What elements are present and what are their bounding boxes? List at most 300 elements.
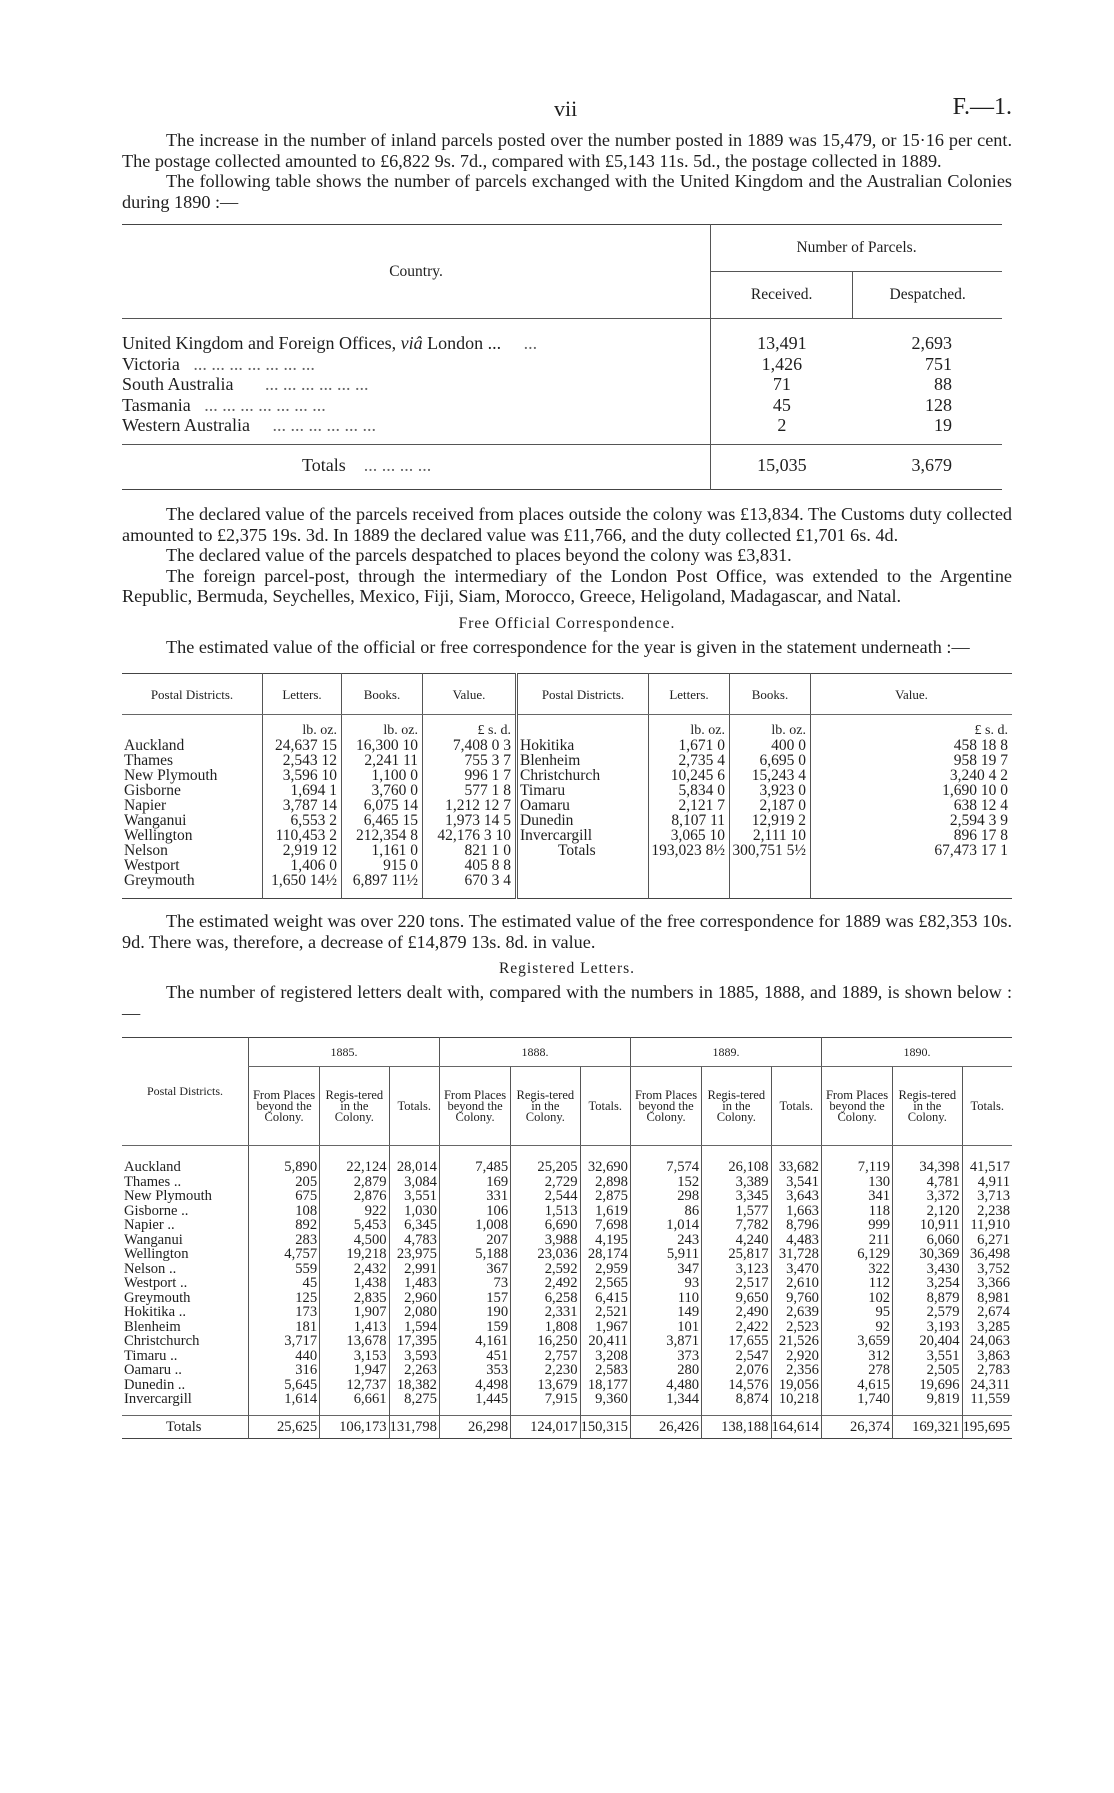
rl-cell: 2,583 <box>580 1363 630 1378</box>
fc-district: Nelson <box>124 842 168 859</box>
rl-cell: 2,920 <box>771 1349 821 1364</box>
rl-cell: 347 <box>630 1262 701 1277</box>
fc-value: 1,212 12 7 <box>423 798 517 813</box>
rl-subheader-totals: Totals. <box>389 1067 439 1146</box>
rl-cell: 159 <box>439 1320 510 1335</box>
fc-district: Invercargill <box>517 828 649 843</box>
fc-books: 2,241 11 <box>342 753 423 768</box>
rl-district: Oamaru .. <box>124 1362 182 1378</box>
rl-cell: 9,360 <box>580 1392 630 1407</box>
rl-cell: 211 <box>821 1233 892 1248</box>
rl-row <box>122 1204 1012 1219</box>
rl-cell: 1,008 <box>439 1218 510 1233</box>
paragraph-estimated-weight: The estimated weight was over 220 tons. The estimated value of the free correspondence for 1889 was £82,353 10s. 9d. There was, therefore, a decrease of £14,879 13s. 8d. in value. <box>122 911 1012 952</box>
fc-header-district-2: Postal Districts. <box>517 674 649 715</box>
fc-letters: 1,406 0 <box>263 858 342 873</box>
rl-cell: 4,480 <box>630 1378 701 1393</box>
rl-cell: 316 <box>249 1363 320 1378</box>
fc-value: 42,176 3 10 <box>423 828 517 843</box>
rl-row <box>122 1276 1012 1291</box>
section-title-registered: Registered Letters. <box>498 960 636 977</box>
fc-letters: 2,121 7 <box>649 798 730 813</box>
fc-letters: 1,694 1 <box>263 783 342 798</box>
rl-cell: 4,195 <box>580 1233 630 1248</box>
rl-row <box>122 1305 1012 1320</box>
rl-cell: 73 <box>439 1276 510 1291</box>
rl-cell: 22,124 <box>320 1160 389 1175</box>
document-code: F.—1. <box>952 94 1012 120</box>
rl-totals-cell: 138,188 <box>702 1415 771 1439</box>
fc-empty <box>517 858 649 873</box>
rl-cell: 3,717 <box>249 1334 320 1349</box>
document-page <box>122 90 1012 1439</box>
fc-letters: 3,065 10 <box>649 828 730 843</box>
rl-cell: 2,544 <box>511 1189 580 1204</box>
rl-cell: 3,551 <box>389 1189 439 1204</box>
parcels-row: Victoria ... ... ... ... ... ... ... 1,426 751 <box>122 353 952 374</box>
fc-letters: 5,834 0 <box>649 783 730 798</box>
fc-value: 821 1 0 <box>423 843 517 858</box>
rl-cell: 28,174 <box>580 1247 630 1262</box>
rl-cell: 373 <box>630 1349 701 1364</box>
paragraph-registered-intro: The number of registered letters dealt with, compared with the numbers in 1885, 1888, and 1889, is shown below :— <box>122 982 1012 1023</box>
rl-cell: 19,218 <box>320 1247 389 1262</box>
fc-empty <box>730 858 811 873</box>
fc-totals-books: 300,751 5½ <box>730 843 811 858</box>
rl-cell: 280 <box>630 1363 701 1378</box>
rl-subheader-from: From Places beyond the Colony. <box>249 1067 320 1146</box>
rl-cell: 21,526 <box>771 1334 821 1349</box>
parcels-totals-row: Totals ... ... ... ... 15,035 3,679 <box>122 444 1002 490</box>
rl-cell: 341 <box>821 1189 892 1204</box>
fc-totals-letters: 193,023 8½ <box>649 843 730 858</box>
rl-cell: 157 <box>439 1291 510 1306</box>
rl-cell: 181 <box>249 1320 320 1335</box>
fc-district: Thames <box>124 752 174 769</box>
rl-cell: 1,619 <box>580 1204 630 1219</box>
rl-cell: 1,614 <box>249 1392 320 1407</box>
rl-cell: 6,690 <box>511 1218 580 1233</box>
rl-cell: 8,874 <box>702 1392 771 1407</box>
rl-cell: 3,593 <box>389 1349 439 1364</box>
paragraph-foreign-parcel-post: The foreign parcel-post, through the intermediary of the London Post Office, was extended to the Argentine Republic, Bermuda, Seychelles, Mexico, Fiji, Siam, Morocco, Greece, Heligoland, Madagascar, and Natal. <box>122 565 1012 606</box>
rl-cell: 9,760 <box>771 1291 821 1306</box>
rl-cell: 243 <box>630 1233 701 1248</box>
rl-cell: 1,030 <box>389 1204 439 1219</box>
rl-cell: 12,737 <box>320 1378 389 1393</box>
rl-cell: 4,498 <box>439 1378 510 1393</box>
fc-empty <box>649 858 730 873</box>
fc-district: Blenheim <box>517 753 649 768</box>
rl-cell: 3,345 <box>702 1189 771 1204</box>
rl-cell: 2,356 <box>771 1363 821 1378</box>
rl-cell: 95 <box>821 1305 892 1320</box>
fc-district: Timaru <box>517 783 649 798</box>
rl-cell: 3,988 <box>511 1233 580 1248</box>
rl-cell: 101 <box>630 1320 701 1335</box>
rl-row <box>122 1262 1012 1277</box>
paragraph-free-intro: The estimated value of the official or free correspondence for the year is given in the statement underneath :— <box>166 636 970 657</box>
country-header: Country. <box>122 225 711 319</box>
paragraph-parcels-intro: The following table shows the number of parcels exchanged with the United Kingdom and the Australian Colonies during 1890 :— <box>122 171 1012 212</box>
rl-cell: 2,517 <box>702 1276 771 1291</box>
rl-district: New Plymouth <box>124 1188 212 1204</box>
rl-cell: 2,729 <box>511 1175 580 1190</box>
rl-cell: 130 <box>821 1175 892 1190</box>
rl-district: Greymouth <box>124 1289 191 1306</box>
fc-row <box>122 828 1012 843</box>
page-number: vii <box>554 96 578 121</box>
rl-cell: 2,523 <box>771 1320 821 1335</box>
rl-subheader-regd: Regis-tered in the Colony. <box>320 1067 389 1146</box>
rl-cell: 2,592 <box>511 1262 580 1277</box>
rl-row <box>122 1218 1012 1233</box>
rl-cell: 17,395 <box>389 1334 439 1349</box>
fc-value: 7,408 0 3 <box>423 738 517 753</box>
fc-letters: 24,637 15 <box>263 738 342 753</box>
rl-row <box>122 1233 1012 1248</box>
rl-cell: 7,915 <box>511 1392 580 1407</box>
rl-cell: 1,907 <box>320 1305 389 1320</box>
rl-cell: 4,783 <box>389 1233 439 1248</box>
rl-cell: 6,415 <box>580 1291 630 1306</box>
rl-cell: 283 <box>249 1233 320 1248</box>
rl-cell: 3,713 <box>962 1189 1012 1204</box>
fc-value: 3,240 4 2 <box>811 768 1013 783</box>
rl-cell: 3,372 <box>893 1189 962 1204</box>
rl-cell: 3,659 <box>821 1334 892 1349</box>
fc-district: Hokitika <box>517 738 649 753</box>
rl-district: Dunedin .. <box>124 1376 186 1393</box>
fc-letters: 2,543 12 <box>263 753 342 768</box>
rl-cell: 2,674 <box>962 1305 1012 1320</box>
rl-cell: 2,120 <box>893 1204 962 1219</box>
rl-cell: 1,947 <box>320 1363 389 1378</box>
rl-cell: 3,541 <box>771 1175 821 1190</box>
rl-cell: 25,205 <box>511 1160 580 1175</box>
fc-district: Christchurch <box>517 768 649 783</box>
rl-cell: 1,740 <box>821 1392 892 1407</box>
rl-cell: 19,056 <box>771 1378 821 1393</box>
rl-cell: 2,505 <box>893 1363 962 1378</box>
rl-cell: 2,547 <box>702 1349 771 1364</box>
fc-value: 1,973 14 5 <box>423 813 517 828</box>
fc-letters: 10,245 6 <box>649 768 730 783</box>
fc-row <box>122 858 1012 873</box>
fc-letters: 110,453 2 <box>263 828 342 843</box>
rl-cell: 451 <box>439 1349 510 1364</box>
fc-district: Gisborne <box>124 782 181 799</box>
rl-cell: 26,108 <box>702 1160 771 1175</box>
registered-letters-table <box>122 1037 1012 1439</box>
fc-books: 2,111 10 <box>730 828 811 843</box>
rl-subheader-totals: Totals. <box>771 1067 821 1146</box>
rl-cell: 2,565 <box>580 1276 630 1291</box>
despatched-header: Despatched. <box>853 272 1002 319</box>
rl-cell: 10,911 <box>893 1218 962 1233</box>
fc-header-value: Value. <box>423 674 517 715</box>
rl-cell: 19,696 <box>893 1378 962 1393</box>
rl-cell: 1,594 <box>389 1320 439 1335</box>
rl-cell: 16,250 <box>511 1334 580 1349</box>
rl-cell: 353 <box>439 1363 510 1378</box>
rl-cell: 6,129 <box>821 1247 892 1262</box>
rl-cell: 45 <box>249 1276 320 1291</box>
rl-cell: 207 <box>439 1233 510 1248</box>
rl-row <box>122 1363 1012 1378</box>
fc-value: 1,690 10 0 <box>811 783 1013 798</box>
rl-row <box>122 1334 1012 1349</box>
rl-cell: 312 <box>821 1349 892 1364</box>
rl-cell: 3,123 <box>702 1262 771 1277</box>
rl-cell: 18,382 <box>389 1378 439 1393</box>
fc-books: 6,465 15 <box>342 813 423 828</box>
rl-cell: 3,389 <box>702 1175 771 1190</box>
rl-district: Invercargill <box>124 1391 192 1407</box>
rl-cell: 4,911 <box>962 1175 1012 1190</box>
rl-cell: 106 <box>439 1204 510 1219</box>
rl-cell: 3,254 <box>893 1276 962 1291</box>
fc-value: 996 1 7 <box>423 768 517 783</box>
fc-row <box>122 768 1012 783</box>
fc-books: 6,897 11½ <box>342 873 423 888</box>
rl-totals-cell: 131,798 <box>389 1415 439 1439</box>
rl-cell: 8,879 <box>893 1291 962 1306</box>
rl-cell: 3,366 <box>962 1276 1012 1291</box>
rl-cell: 2,080 <box>389 1305 439 1320</box>
rl-cell: 11,559 <box>962 1392 1012 1407</box>
rl-row <box>122 1189 1012 1204</box>
rl-cell: 3,208 <box>580 1349 630 1364</box>
rl-district: Thames .. <box>124 1173 182 1190</box>
rl-cell: 1,014 <box>630 1218 701 1233</box>
rl-row <box>122 1392 1012 1407</box>
rl-cell: 4,615 <box>821 1378 892 1393</box>
fc-district: New Plymouth <box>124 767 218 784</box>
rl-cell: 20,411 <box>580 1334 630 1349</box>
fc-district: Wanganui <box>124 812 187 829</box>
rl-cell: 8,981 <box>962 1291 1012 1306</box>
rl-cell: 13,679 <box>511 1378 580 1393</box>
rl-header-district: Postal Districts. <box>122 1038 249 1146</box>
fc-letters: 2,919 12 <box>263 843 342 858</box>
rl-cell: 17,655 <box>702 1334 771 1349</box>
rl-cell: 6,060 <box>893 1233 962 1248</box>
rl-row <box>122 1320 1012 1335</box>
rl-cell: 6,271 <box>962 1233 1012 1248</box>
section-title-free-official: Free Official Correspondence. <box>458 614 676 632</box>
rl-district: Hokitika .. <box>124 1304 187 1320</box>
rl-subheader-from: From Places beyond the Colony. <box>439 1067 510 1146</box>
rl-cell: 2,898 <box>580 1175 630 1190</box>
rl-subheader-regd: Regis-tered in the Colony. <box>893 1067 962 1146</box>
rl-cell: 2,757 <box>511 1349 580 1364</box>
rl-totals-cell: 150,315 <box>580 1415 630 1439</box>
rl-totals-cell: 26,374 <box>821 1415 892 1439</box>
fc-value: 577 1 8 <box>423 783 517 798</box>
rl-cell: 5,645 <box>249 1378 320 1393</box>
rl-cell: 2,432 <box>320 1262 389 1277</box>
paragraph-declared-value: The declared value of the parcels received from places outside the colony was £13,834. The Customs duty collected amounted to £2,375 19s. 3d. In 1889 the declared value was £11,766, and the duty collected £1,701 6s. 4d. <box>122 504 1012 545</box>
fc-value: 755 3 7 <box>423 753 517 768</box>
rl-cell: 3,084 <box>389 1175 439 1190</box>
rl-cell: 3,153 <box>320 1349 389 1364</box>
fc-books: 1,161 0 <box>342 843 423 858</box>
rl-cell: 149 <box>630 1305 701 1320</box>
rl-row <box>122 1378 1012 1393</box>
fc-books: 12,919 2 <box>730 813 811 828</box>
rl-cell: 23,036 <box>511 1247 580 1262</box>
fc-books: 1,100 0 <box>342 768 423 783</box>
fc-row <box>122 738 1012 753</box>
rl-cell: 2,875 <box>580 1189 630 1204</box>
rl-district: Auckland <box>124 1159 181 1175</box>
rl-cell: 2,230 <box>511 1363 580 1378</box>
rl-row <box>122 1291 1012 1306</box>
fc-letters: 3,596 10 <box>263 768 342 783</box>
rl-cell: 4,500 <box>320 1233 389 1248</box>
rl-cell: 92 <box>821 1320 892 1335</box>
rl-cell: 5,890 <box>249 1160 320 1175</box>
rl-district: Timaru .. <box>124 1347 178 1364</box>
fc-books: 3,760 0 <box>342 783 423 798</box>
fc-letters: 1,671 0 <box>649 738 730 753</box>
rl-cell: 2,959 <box>580 1262 630 1277</box>
fc-books: 915 0 <box>342 858 423 873</box>
rl-cell: 169 <box>439 1175 510 1190</box>
rl-cell: 278 <box>821 1363 892 1378</box>
fc-books: 212,354 8 <box>342 828 423 843</box>
rl-year-1888: 1888. <box>439 1038 630 1067</box>
rl-cell: 4,757 <box>249 1247 320 1262</box>
rl-district: Wellington <box>124 1246 189 1262</box>
rl-cell: 559 <box>249 1262 320 1277</box>
rl-cell: 18,177 <box>580 1378 630 1393</box>
fc-value: 638 12 4 <box>811 798 1013 813</box>
rl-district: Christchurch <box>124 1333 200 1349</box>
rl-cell: 125 <box>249 1291 320 1306</box>
rl-cell: 922 <box>320 1204 389 1219</box>
rl-cell: 25,817 <box>702 1247 771 1262</box>
fc-empty <box>517 873 649 888</box>
parcels-row: Tasmania ... ... ... ... ... ... ... 45 128 <box>122 394 952 415</box>
rl-cell: 1,483 <box>389 1276 439 1291</box>
rl-totals-cell: 25,625 <box>249 1415 320 1439</box>
rl-cell: 7,698 <box>580 1218 630 1233</box>
paragraph-despatched-value: The declared value of the parcels despatched to places beyond the colony was £3,831. <box>166 545 792 565</box>
rl-cell: 14,576 <box>702 1378 771 1393</box>
rl-district: Nelson .. <box>124 1260 177 1277</box>
fc-row <box>122 843 1012 858</box>
rl-cell: 23,975 <box>389 1247 439 1262</box>
rl-cell: 3,470 <box>771 1262 821 1277</box>
rl-totals-cell: 164,614 <box>771 1415 821 1439</box>
free-correspondence-table: Postal Districts. Letters. Books. Value. Postal Districts. Letters. Books. Value. lb. oz. lb. oz. £ s. d. lb. oz. lb. oz. £ s. d. Auckland 24,637 15 16,300 10 7,408 0 3 Hokitika 1,671 0 400 0 458 18 8 Thames 2,543 12 2,241 11 755 3 7 Blenheim 2,735 4 6,695 0 958 19 7 New Plymouth 3,596 10 1,100 0 996 1 7 Christchurch 10,245 6 15,243 4 3,240 4 2 Gisborne 1,694 1 3,760 0 577 1 8 Timaru 5,834 0 3,923 0 1,690 10 0 Napier 3,787 14 6,075 14 1,212 12 7 Oamaru 2,121 7 2,187 0 638 12 4 Wanganui 6,553 2 6,465 15 1,973 14 5 Dunedin 8,107 11 12,919 2 2,594 3 9 Wellington 110,453 2 212,354 8 42,176 3 10 Invercargill 3,065 10 2,111 10 896 17 8 Nelson 2,919 12 1,161 0 821 1 0 Totals 193,023 8½ 300,751 5½ 67,473 17 1 Westport 1,406 0 915 0 405 8 8 Greymouth 1,650 14½ 6,897 11½ 670 3 4 <box>122 673 1012 899</box>
rl-row <box>122 1160 1012 1175</box>
rl-cell: 322 <box>821 1262 892 1277</box>
rl-cell: 110 <box>630 1291 701 1306</box>
rl-cell: 2,879 <box>320 1175 389 1190</box>
rl-subheader-totals: Totals. <box>962 1067 1012 1146</box>
rl-cell: 7,782 <box>702 1218 771 1233</box>
rl-year-1885: 1885. <box>249 1038 440 1067</box>
rl-cell: 3,643 <box>771 1189 821 1204</box>
rl-cell: 1,663 <box>771 1204 821 1219</box>
rl-cell: 1,344 <box>630 1392 701 1407</box>
fc-district: Oamaru <box>517 798 649 813</box>
received-header: Received. <box>750 286 813 303</box>
rl-cell: 331 <box>439 1189 510 1204</box>
rl-cell: 6,258 <box>511 1291 580 1306</box>
fc-totals-label: Totals <box>517 843 649 858</box>
rl-year-1890: 1890. <box>821 1038 1012 1067</box>
rl-cell: 118 <box>821 1204 892 1219</box>
parcels-table <box>122 224 1002 490</box>
rl-district: Gisborne .. <box>124 1202 189 1219</box>
rl-cell: 1,413 <box>320 1320 389 1335</box>
fc-header-district: Postal Districts. <box>122 674 263 715</box>
fc-letters: 2,735 4 <box>649 753 730 768</box>
rl-cell: 2,331 <box>511 1305 580 1320</box>
rl-cell: 34,398 <box>893 1160 962 1175</box>
rl-cell: 31,728 <box>771 1247 821 1262</box>
rl-cell: 3,871 <box>630 1334 701 1349</box>
fc-books: 2,187 0 <box>730 798 811 813</box>
rl-totals-row <box>122 1415 1012 1439</box>
rl-cell: 3,752 <box>962 1262 1012 1277</box>
rl-cell: 2,076 <box>702 1363 771 1378</box>
rl-cell: 298 <box>630 1189 701 1204</box>
rl-cell: 190 <box>439 1305 510 1320</box>
rl-row <box>122 1247 1012 1262</box>
rl-cell: 2,579 <box>893 1305 962 1320</box>
fc-letters: 3,787 14 <box>263 798 342 813</box>
fc-district: Auckland <box>124 737 185 754</box>
rl-cell: 6,345 <box>389 1218 439 1233</box>
rl-totals-cell: 195,695 <box>962 1415 1012 1439</box>
rl-subheader-regd: Regis-tered in the Colony. <box>511 1067 580 1146</box>
rl-totals-cell: 124,017 <box>511 1415 580 1439</box>
rl-cell: 5,453 <box>320 1218 389 1233</box>
rl-cell: 28,014 <box>389 1160 439 1175</box>
fc-letters: 6,553 2 <box>263 813 342 828</box>
parcels-row: South Australia ... ... ... ... ... ... 71 88 <box>122 374 952 394</box>
rl-cell: 2,876 <box>320 1189 389 1204</box>
rl-cell: 11,910 <box>962 1218 1012 1233</box>
fc-value: 2,594 3 9 <box>811 813 1013 828</box>
fc-row <box>122 783 1012 798</box>
rl-cell: 4,483 <box>771 1233 821 1248</box>
rl-cell: 6,661 <box>320 1392 389 1407</box>
fc-books: 15,243 4 <box>730 768 811 783</box>
fc-value: 896 17 8 <box>811 828 1013 843</box>
rl-cell: 1,513 <box>511 1204 580 1219</box>
rl-cell: 36,498 <box>962 1247 1012 1262</box>
rl-cell: 4,781 <box>893 1175 962 1190</box>
fc-district: Greymouth <box>124 872 195 889</box>
fc-totals-value: 67,473 17 1 <box>811 843 1013 858</box>
rl-cell: 2,835 <box>320 1291 389 1306</box>
rl-cell: 2,783 <box>962 1363 1012 1378</box>
rl-cell: 24,063 <box>962 1334 1012 1349</box>
rl-cell: 2,263 <box>389 1363 439 1378</box>
fc-books: 400 0 <box>730 738 811 753</box>
rl-cell: 205 <box>249 1175 320 1190</box>
rl-cell: 41,517 <box>962 1160 1012 1175</box>
rl-cell: 7,119 <box>821 1160 892 1175</box>
rl-cell: 33,682 <box>771 1160 821 1175</box>
rl-cell: 2,422 <box>702 1320 771 1335</box>
